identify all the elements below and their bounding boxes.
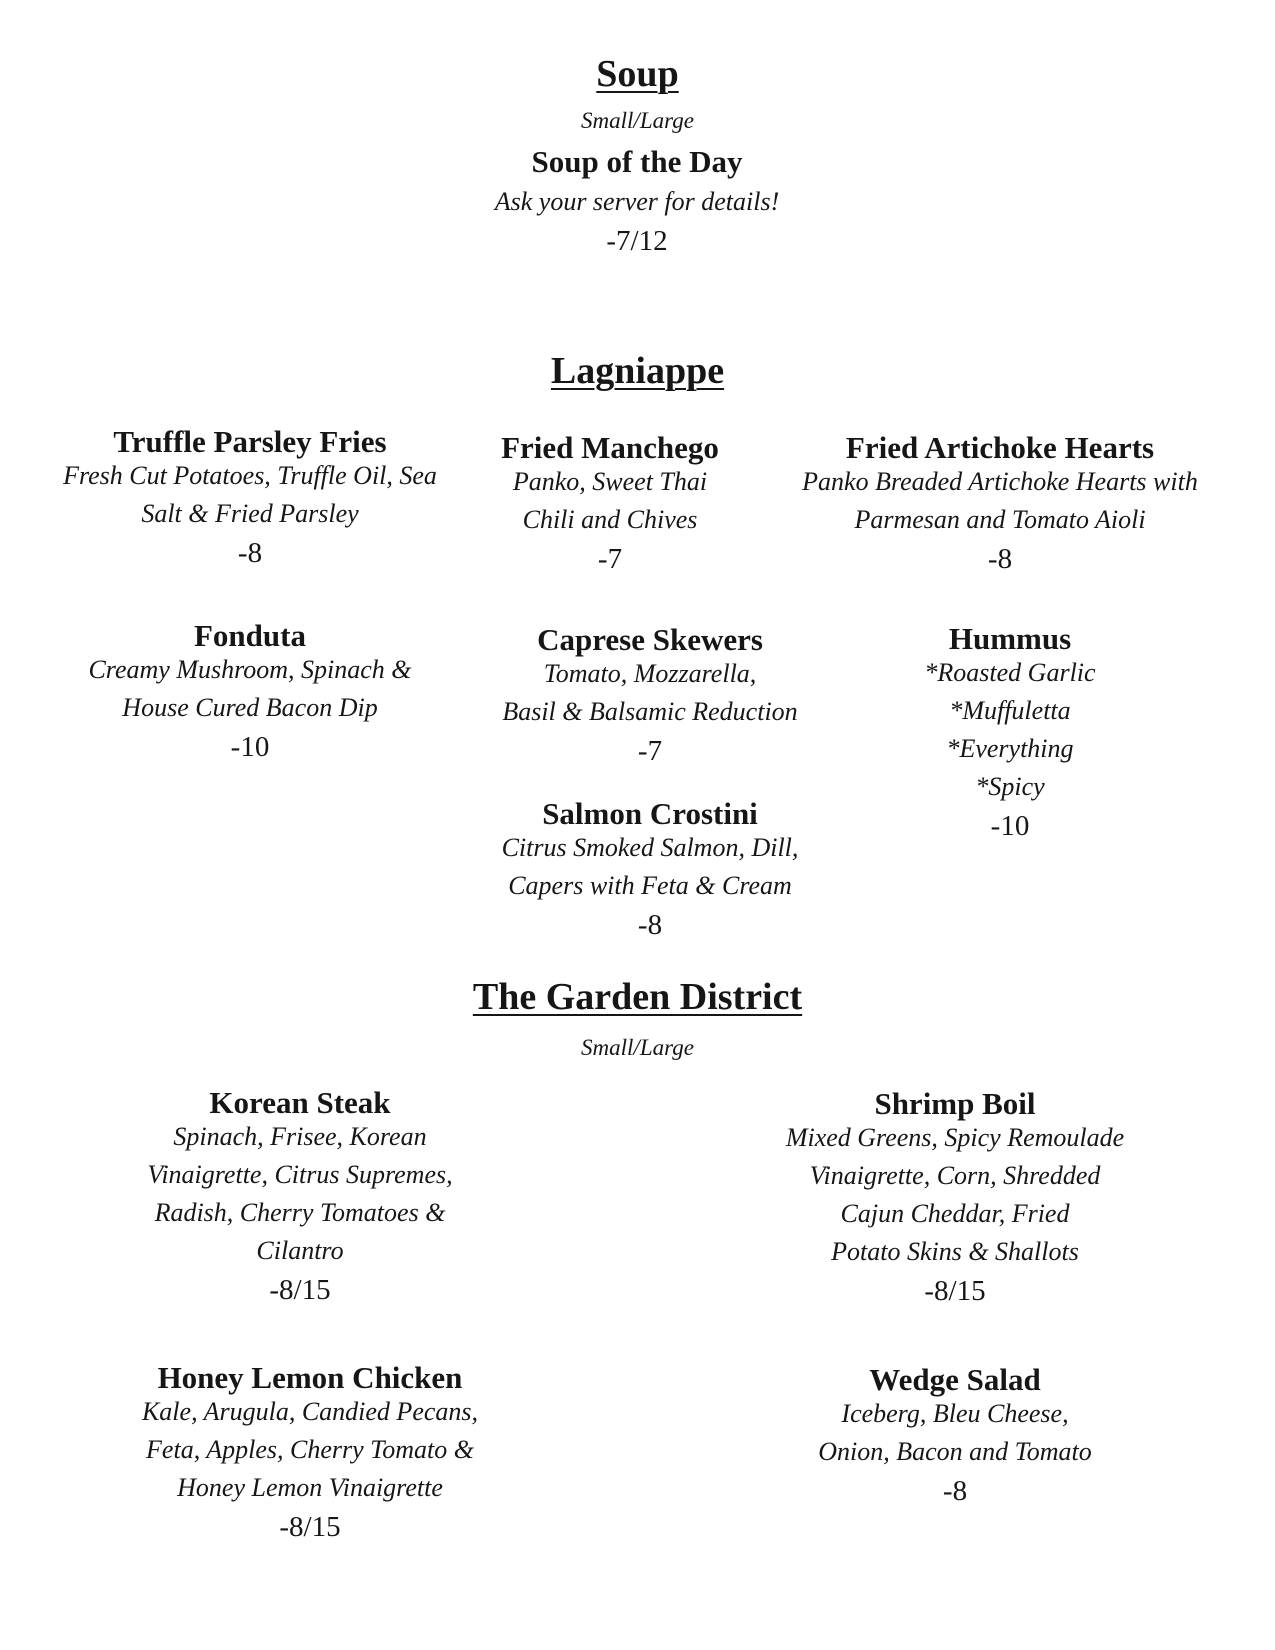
menu-item-fried-manchego xyxy=(450,432,770,574)
menu-item-caprese-skewers xyxy=(465,624,835,766)
section-title-soup: Soup xyxy=(596,53,679,95)
item-name: Wedge Salad xyxy=(869,1362,1041,1397)
menu-item-wedge-salad xyxy=(765,1364,1145,1506)
item-price: -10 xyxy=(230,731,270,763)
menu-item-korean-steak xyxy=(100,1087,500,1305)
section-title-lagniappe: Lagniappe xyxy=(550,350,725,392)
item-description: Citrus Smoked Salmon, Dill, Capers with Feta & Cream xyxy=(501,833,799,900)
item-description: Iceberg, Bleu Cheese, Onion, Bacon and Tomato xyxy=(818,1399,1092,1466)
item-description: *Roasted Garlic *Muffuletta *Everything *Spicy xyxy=(924,658,1096,801)
item-description: Spinach, Frisee, Korean Vinaigrette, Citrus Supremes, Radish, Cherry Tomatoes & Cilantro xyxy=(147,1122,453,1265)
item-description: Fresh Cut Potatoes, Truffle Oil, Sea Salt & Fried Parsley xyxy=(63,461,437,528)
item-price: -7 xyxy=(637,735,663,767)
item-name: Shrimp Boil xyxy=(874,1086,1036,1121)
item-name: Hummus xyxy=(948,621,1072,656)
item-price: -8/15 xyxy=(924,1275,986,1307)
item-description: Kale, Arugula, Candied Pecans, Feta, Apples, Cherry Tomato & Honey Lemon Vinaigrette xyxy=(141,1397,479,1502)
item-price: -7 xyxy=(597,543,623,575)
item-price: -8 xyxy=(237,537,263,569)
item-name: Fried Artichoke Hearts xyxy=(845,430,1155,465)
item-name: Soup of the Day xyxy=(531,144,743,179)
menu-item-hummus xyxy=(855,623,1165,841)
item-name: Caprese Skewers xyxy=(537,622,763,657)
item-name: Korean Steak xyxy=(209,1085,391,1120)
item-price: -8/15 xyxy=(269,1274,331,1306)
menu-item-fonduta xyxy=(30,620,470,762)
item-description: Tomato, Mozzarella, Basil & Balsamic Reduction xyxy=(502,659,798,726)
menu-item-honey-lemon-chicken xyxy=(90,1362,530,1542)
item-description: Panko Breaded Artichoke Hearts with Parmesan and Tomato Aioli xyxy=(802,467,1198,534)
item-name: Honey Lemon Chicken xyxy=(157,1360,463,1395)
item-description: Ask your server for details! xyxy=(494,187,780,216)
section-title-garden-district: The Garden District xyxy=(472,976,803,1018)
item-name: Fried Manchego xyxy=(501,430,719,465)
menu-item-shrimp-boil xyxy=(735,1088,1175,1306)
item-description: Panko, Sweet Thai Chili and Chives xyxy=(512,467,708,534)
menu-item-salmon-crostini xyxy=(465,798,835,940)
item-price: -10 xyxy=(990,810,1030,842)
garden-size-note: Small/Large xyxy=(581,1035,694,1060)
item-price: -7/12 xyxy=(606,225,668,257)
soup-size-note: Small/Large xyxy=(581,108,694,133)
item-price: -8 xyxy=(942,1475,968,1507)
item-name: Fonduta xyxy=(194,618,306,653)
menu-item-truffle-parsley-fries xyxy=(30,426,470,568)
item-name: Salmon Crostini xyxy=(542,796,758,831)
soup-item xyxy=(387,146,887,256)
item-price: -8 xyxy=(637,909,663,941)
item-price: -8 xyxy=(987,543,1013,575)
item-description: Mixed Greens, Spicy Remoulade Vinaigrette, Corn, Shredded Cajun Cheddar, Fried Potato Skins & Shallots xyxy=(785,1123,1125,1266)
item-price: -8/15 xyxy=(279,1511,341,1543)
menu-item-fried-artichoke-hearts xyxy=(755,432,1245,574)
item-description: Creamy Mushroom, Spinach & House Cured Bacon Dip xyxy=(88,655,412,722)
item-name: Truffle Parsley Fries xyxy=(113,424,387,459)
